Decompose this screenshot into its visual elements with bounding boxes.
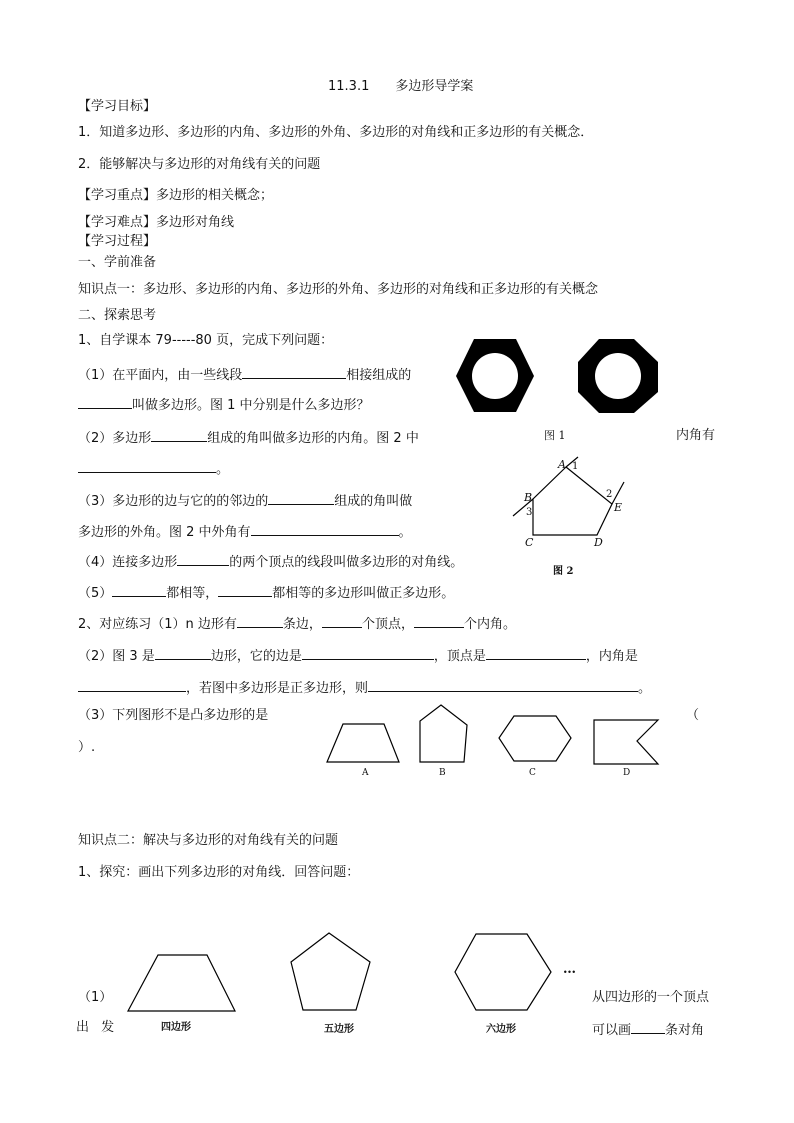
p-4-text-a: 可以画: [592, 1023, 632, 1038]
q1-5-text-c: 都相等的多边形叫做正多边形。: [272, 586, 455, 601]
vertex-label-d: D: [594, 536, 603, 549]
q1-1-text-b: 相接组成的: [346, 368, 412, 383]
choice-a-trapezoid: [327, 724, 399, 762]
objective-header: 【学习目标】: [78, 99, 157, 114]
vertex-label-c: C: [525, 536, 534, 549]
q1-2-text-b: 组成的角叫做多边形的内角。图 2 中: [207, 431, 419, 446]
q2-2-text-b: 边形，它的边是: [210, 649, 302, 664]
hexagon-shape: [455, 934, 551, 1010]
angle-label-2: 2: [606, 489, 613, 500]
choice-b-pentagon: [420, 705, 467, 762]
p-4-text-b: 条对角: [665, 1023, 705, 1038]
key-point: 【学习重点】多边形的相关概念；: [78, 188, 274, 203]
knowledge-point-2: 知识点二：解决与多边形的对角线有关的问题: [78, 833, 339, 848]
q1-3-text-c: 多边形的外角。图 2 中外角有: [78, 525, 251, 540]
angle-label-1: 1: [572, 461, 579, 472]
section-2: 二、探索思考: [78, 308, 157, 323]
q1-4-text-b: 的两个顶点的线段叫做多边形的对角线。: [229, 555, 464, 570]
q1-4-text-a: （4）连接多边形: [78, 555, 178, 570]
q1-2-text-c: 内角有: [676, 428, 716, 443]
q2-3-text-c: ）.: [78, 740, 96, 755]
q1-3-text-b: 组成的角叫做: [334, 494, 413, 509]
label-hexagon: 六边形: [486, 1024, 516, 1035]
difficulty: 【学习难点】多边形对角线: [78, 215, 235, 230]
q2-2-text-e: ，若图中多边形是正多边形，则: [186, 681, 369, 696]
objective-2: 2．能够解决与多边形的对角线有关的问题: [78, 157, 321, 172]
q1-1-text-c: 叫做多边形。图 1 中分别是什么多边形？: [132, 398, 370, 413]
q1-5-text-a: （5）: [78, 586, 113, 601]
choice-label-b: B: [439, 768, 446, 778]
p-3: 从四边形的一个顶点: [592, 990, 710, 1005]
p-2: 出 发: [76, 1020, 119, 1035]
figure-1-caption: 图 1: [544, 429, 566, 442]
q2-3-text-b: （: [686, 708, 700, 723]
figure-1-hexagon-nut: [456, 339, 534, 412]
objective-1: 1．知道多边形、多边形的内角、多边形的外角、多边形的对角线和正多边形的有关概念．: [78, 125, 594, 140]
q2-1-text-c: 个顶点，: [361, 617, 414, 632]
ellipsis: …: [563, 962, 576, 977]
label-pentagon: 五边形: [324, 1024, 354, 1035]
figure-1-octagon-nut: [578, 339, 658, 413]
vertex-label-a: A: [558, 458, 566, 471]
pentagon-shape: [291, 933, 370, 1010]
q2-1-text-d: 个内角。: [463, 617, 516, 632]
q2-3-text-a: （3）下列图形不是凸多边形的是: [78, 708, 269, 723]
label-quadrilateral: 四边形: [161, 1022, 191, 1033]
q2-1-text-b: 条边，: [282, 617, 322, 632]
q1-3-text-a: （3）多边形的边与它的的邻边的: [78, 494, 269, 509]
choice-d-notched: [594, 720, 658, 764]
angle-label-3: 3: [526, 507, 533, 518]
section-1: 一、学前准备: [78, 255, 157, 270]
q1-2-text-a: （2）多边形: [78, 431, 152, 446]
knowledge-point-1: 知识点一：多边形、多边形的内角、多边形的外角、多边形的对角线和正多边形的有关概念: [78, 282, 599, 297]
choice-label-c: C: [529, 768, 536, 778]
vertex-label-b: B: [524, 491, 533, 504]
explore-question: 1、探究：画出下列多边形的对角线．回答问题：: [78, 865, 360, 880]
process-header: 【学习过程】: [78, 234, 157, 249]
q2-2-text-d: ，内角是: [585, 649, 638, 664]
q1-2-text-d: 。: [216, 462, 230, 477]
figure-2-caption: 图 2: [553, 566, 574, 577]
q2-1-text-a: 2、对应练习（1）n 边形有: [78, 617, 237, 632]
q1-5-text-b: 都相等，: [166, 586, 219, 601]
quadrilateral-trapezoid: [128, 955, 235, 1011]
q1-3-text-d: 。: [398, 525, 412, 540]
choice-label-d: D: [623, 768, 631, 778]
choice-c-hexagon: [499, 716, 571, 761]
page-title: 11.3.1 多边形导学案: [328, 79, 474, 94]
vertex-label-e: E: [614, 501, 623, 514]
q2-2-text-c: ，顶点是: [433, 649, 486, 664]
choice-label-a: A: [362, 768, 369, 778]
q1-1-text-a: （1）在平面内，由一些线段: [78, 368, 243, 383]
q2-2-text-a: （2）图 3 是: [78, 649, 155, 664]
q2-2-text-f: 。: [638, 681, 652, 696]
q1-intro: 1、自学课本 79-----80 页，完成下列问题：: [78, 333, 334, 348]
p-1: （1）: [78, 990, 113, 1005]
